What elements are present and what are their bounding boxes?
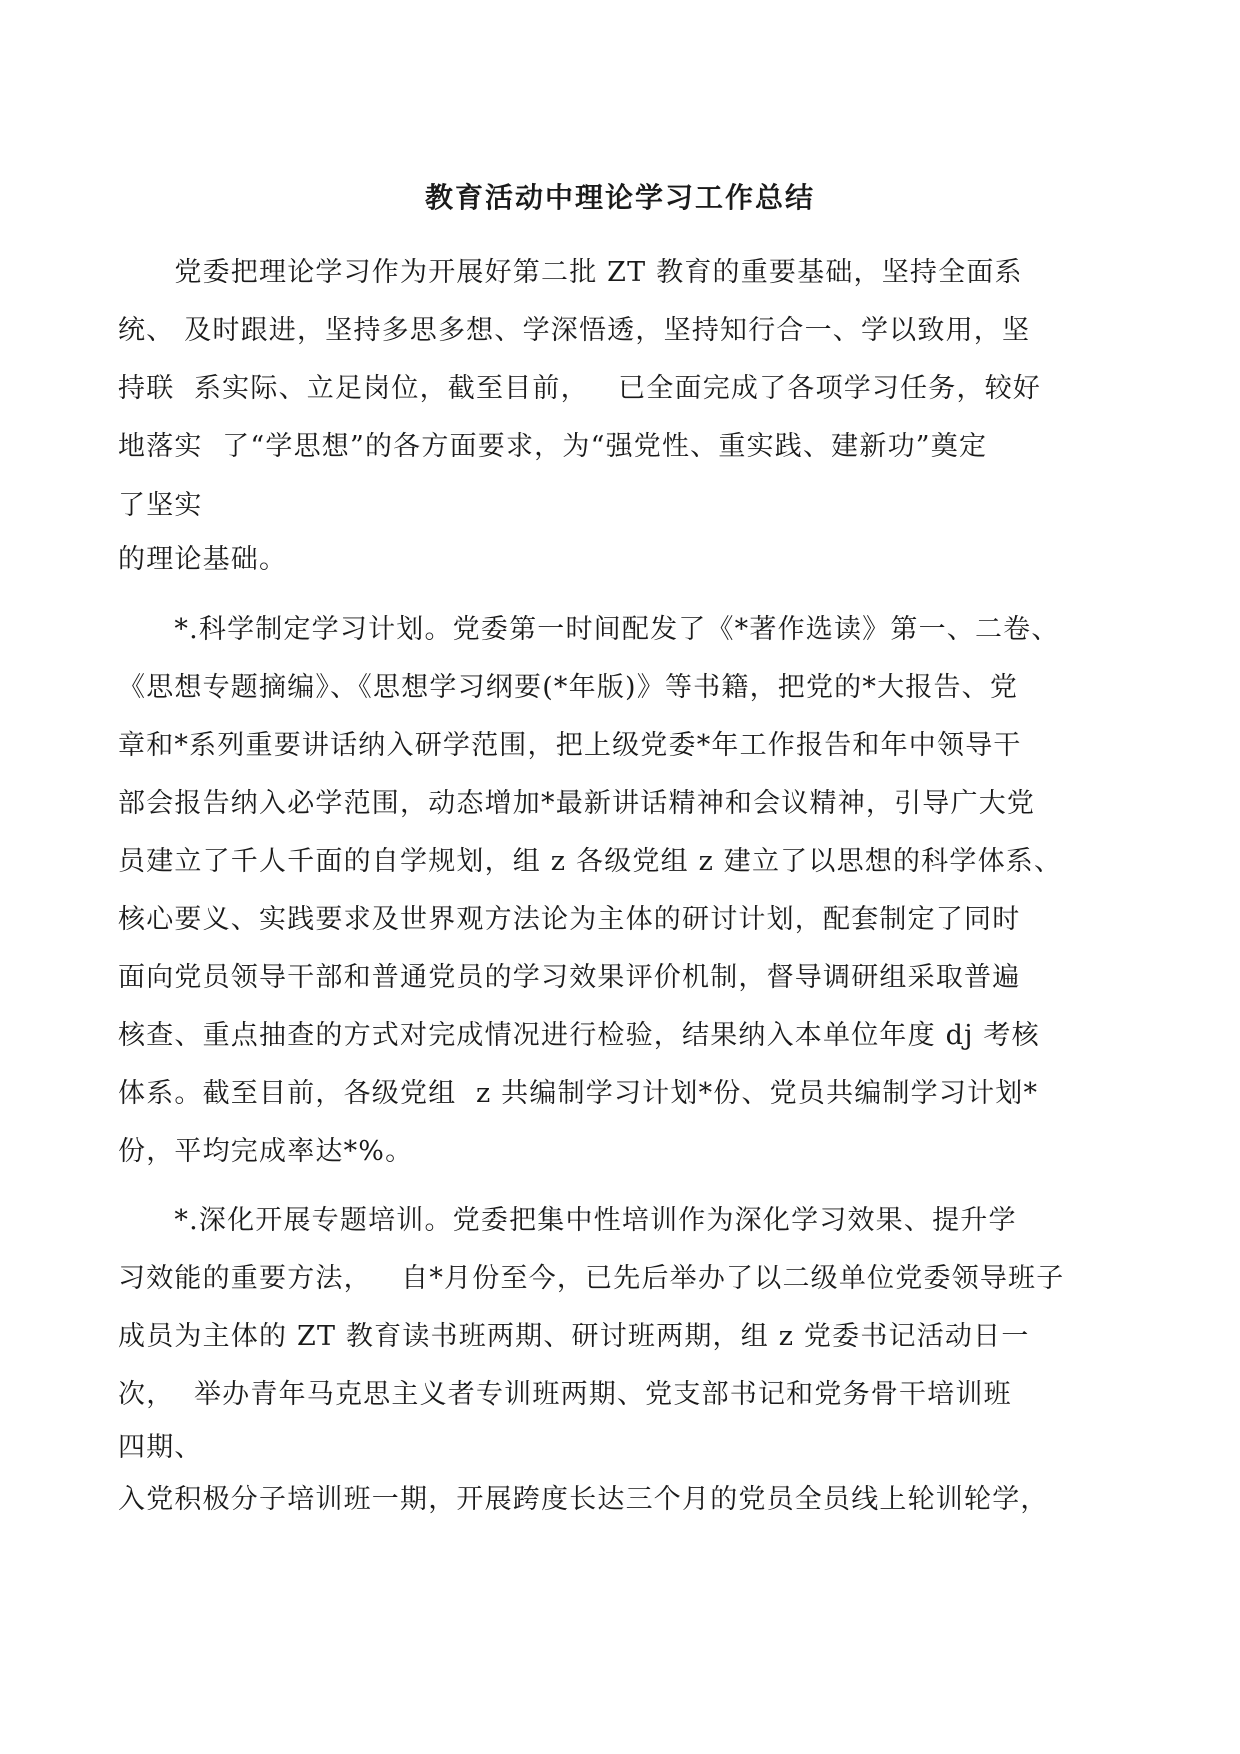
paragraph-1-line-5: 了坚实 — [118, 490, 203, 521]
paragraph-3-line-2: 习效能的重要方法， 自*月份至今，已先后举办了以二级单位党委领导班子 — [118, 1263, 1065, 1294]
paragraph-2-line-5: 员建立了千人千面的自学规划，组 z 各级党组 z 建立了以思想的科学体系、 — [118, 846, 1063, 877]
paragraph-2-line-1: *.科学制定学习计划。党委第一时间配发了《*著作选读》第一、二卷、 — [118, 614, 1060, 645]
paragraph-2-line-8: 核查、重点抽查的方式对完成情况进行检验，结果纳入本单位年度 dj 考核 — [118, 1020, 1040, 1051]
paragraph-3-line-5: 四期、 — [118, 1432, 203, 1463]
paragraph-2-line-6: 核心要义、实践要求及世界观方法论为主体的研讨计划，配套制定了同时 — [118, 904, 1021, 935]
paragraph-1-line-2: 统、 及时跟进，坚持多思多想、学深悟透，坚持知行合一、学以致用，坚 — [118, 315, 1031, 346]
paragraph-3-line-6: 入党积极分子培训班一期，开展跨度长达三个月的党员全员线上轮训轮学， — [118, 1484, 1049, 1515]
paragraph-2-line-2: 《思想专题摘编》、《思想学习纲要(*年版)》等书籍，把党的*大报告、党 — [118, 672, 1019, 703]
document-title: 教育活动中理论学习工作总结 — [424, 181, 815, 214]
paragraph-3-line-3: 成员为主体的 ZT 教育读书班两期、研讨班两期，组 z 党委书记活动日一 — [118, 1321, 1030, 1352]
paragraph-2-line-3: 章和*系列重要讲话纳入研学范围，把上级党委*年工作报告和年中领导干 — [118, 730, 1022, 761]
paragraph-3-line-1: *.深化开展专题培训。党委把集中性培训作为深化学习效果、提升学 — [118, 1205, 1017, 1236]
paragraph-2-line-10: 份，平均完成率达*%。 — [118, 1136, 414, 1167]
paragraph-2-line-7: 面向党员领导干部和普通党员的学习效果评价机制，督导调研组采取普遍 — [118, 962, 1021, 993]
paragraph-1-line-3: 持联 系实际、立足岗位，截至目前， 已全面完成了各项学习任务，较好 — [118, 373, 1042, 404]
paragraph-1-line-6: 的理论基础。 — [118, 544, 288, 575]
paragraph-1-line-1: 党委把理论学习作为开展好第二批 ZT 教育的重要基础，坚持全面系 — [118, 257, 1023, 288]
paragraph-3-line-4: 次， 举办青年马克思主义者专训班两期、党支部书记和党务骨干培训班 — [118, 1379, 1012, 1410]
paragraph-2-line-4: 部会报告纳入必学范围，动态增加*最新讲话精神和会议精神，引导广大党 — [118, 788, 1036, 819]
paragraph-2-line-9: 体系。截至目前，各级党组 z 共编制学习计划*份、党员共编制学习计划* — [118, 1078, 1039, 1109]
paragraph-1-line-4: 地落实 了“学思想”的各方面要求，为“强党性、重实践、建新功”奠定 — [118, 431, 988, 462]
